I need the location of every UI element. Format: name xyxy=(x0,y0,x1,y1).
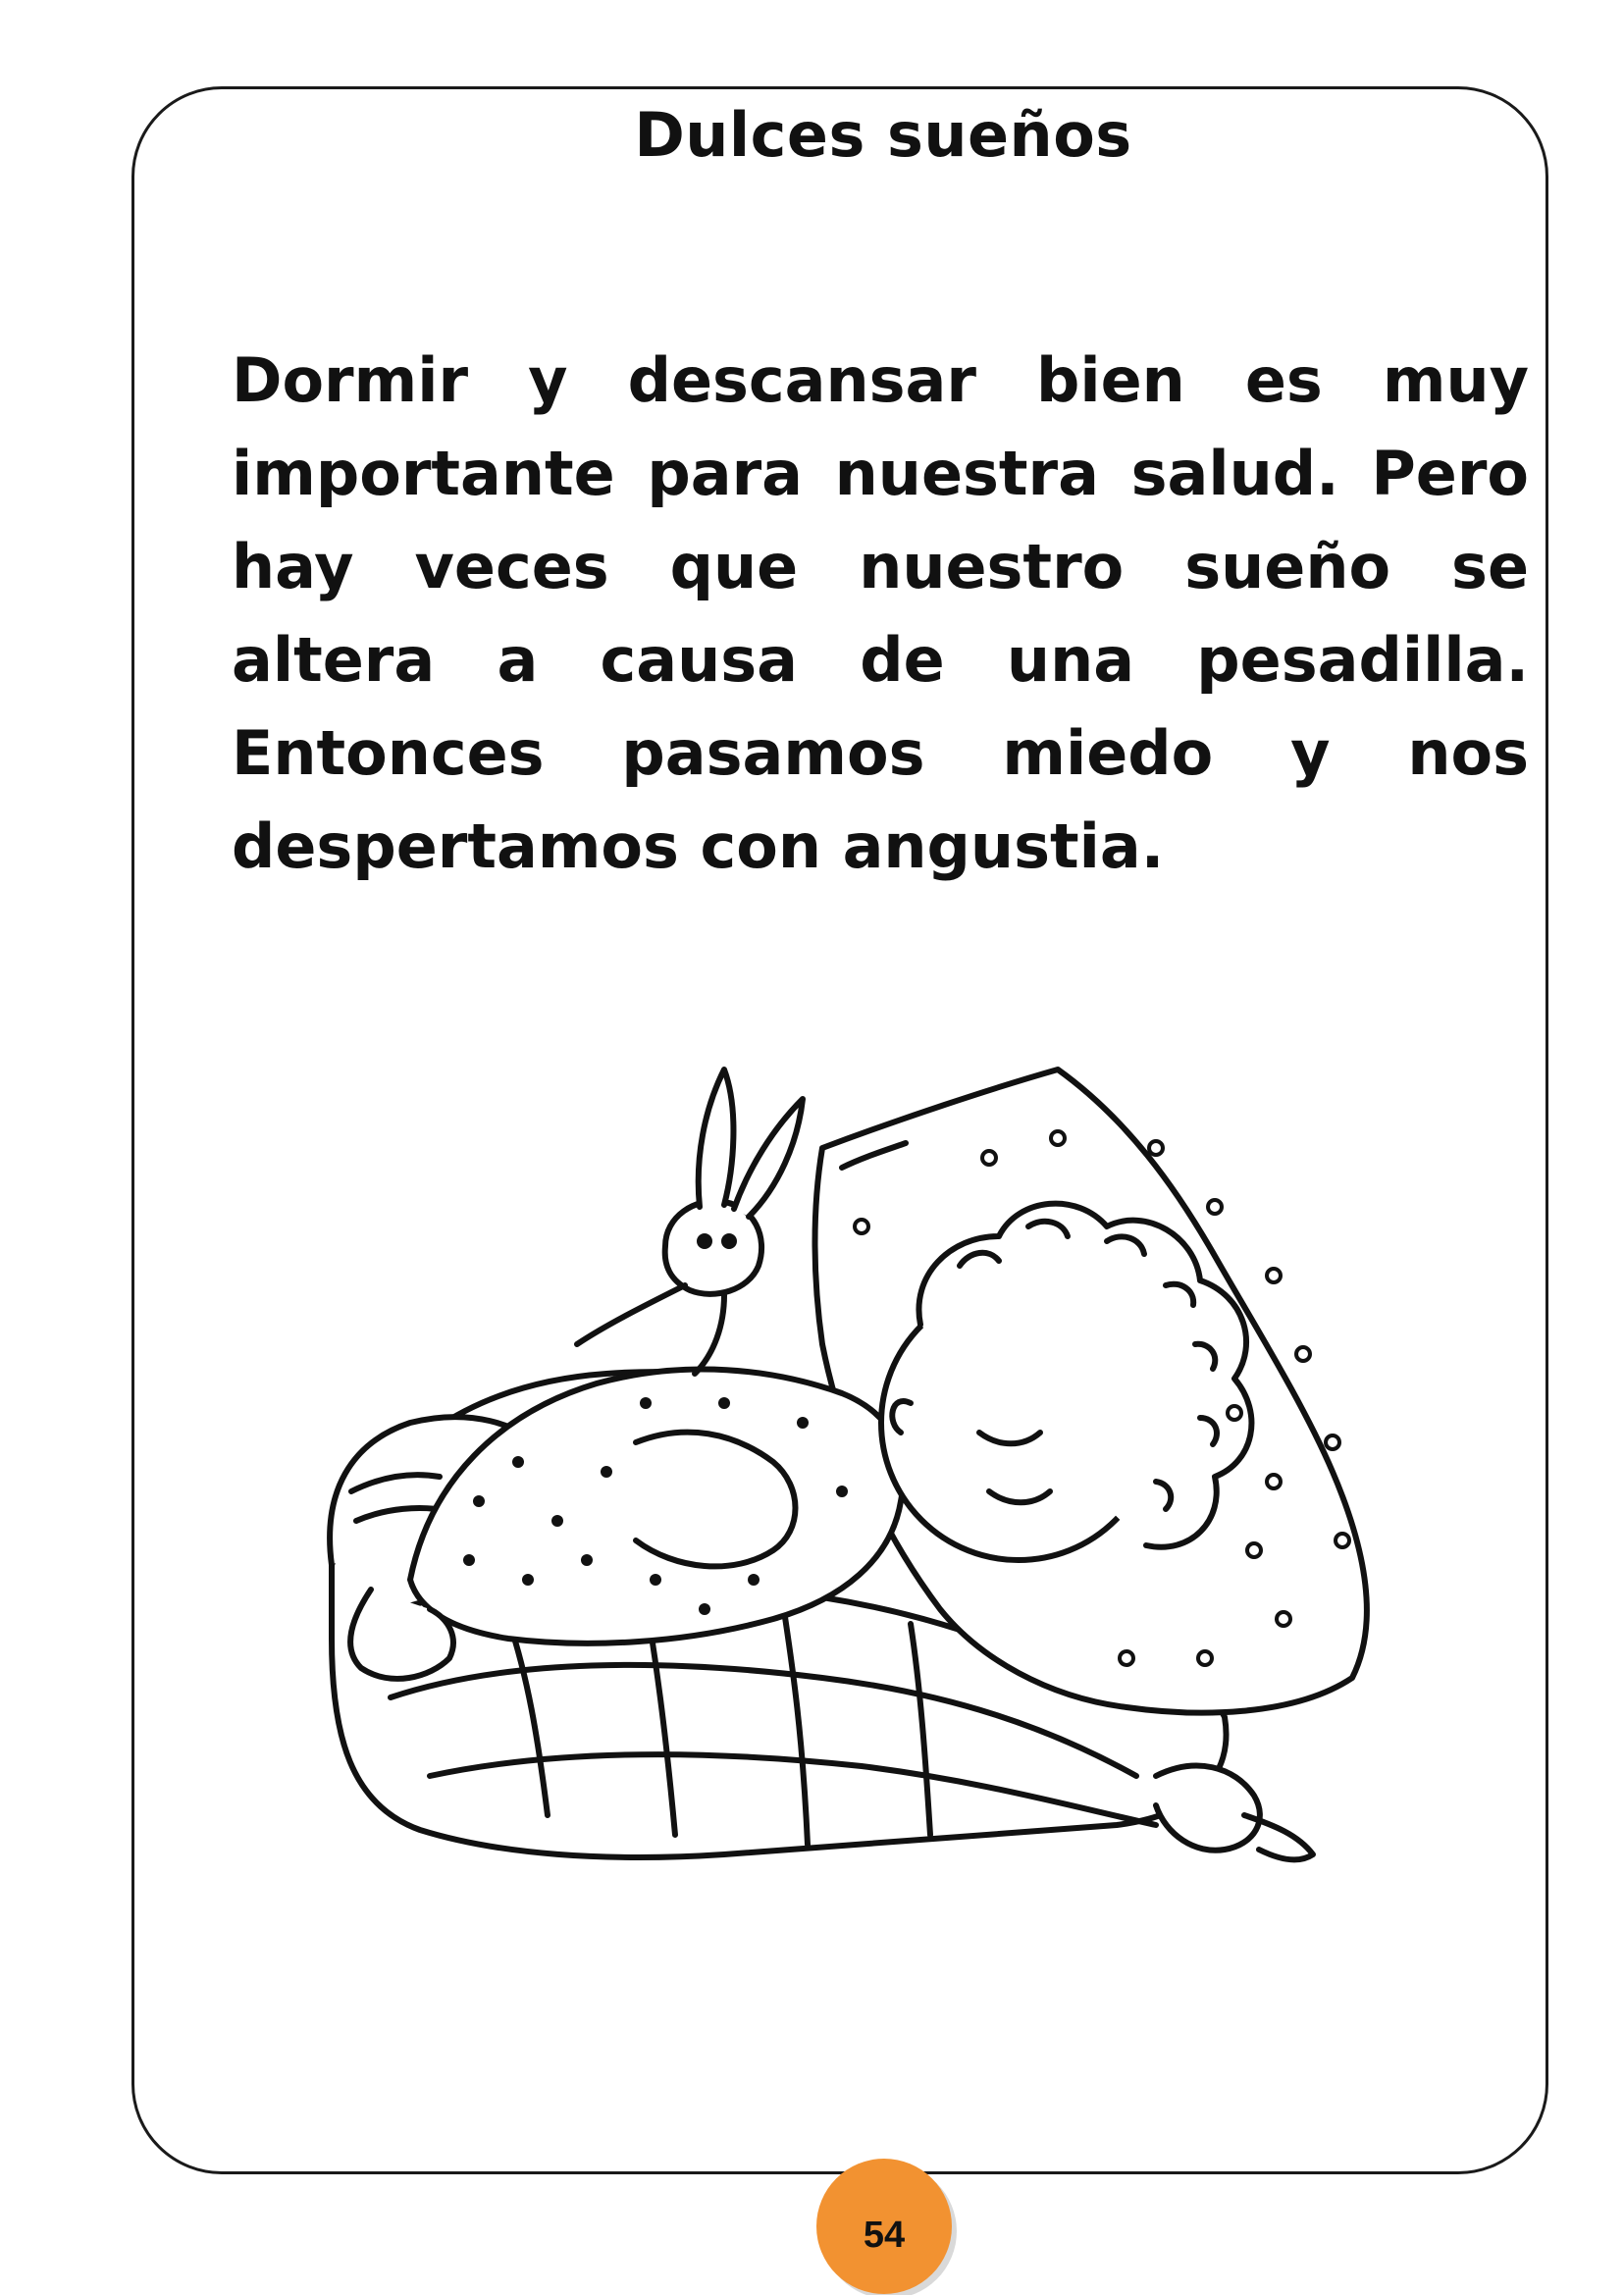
page-number: 54 xyxy=(863,2214,906,2256)
page-title: Dulces sueños xyxy=(634,99,1132,171)
page-number-badge xyxy=(816,2159,952,2294)
sleeping-child-illustration xyxy=(312,1030,1450,1884)
body-paragraph: Dormir y descansar bien es muy importante para nuestra salud. Pero hay veces que nuestro sueño se altera a causa de una pesadilla. Entonces pasamos miedo y nos despertamos con angustia. xyxy=(232,344,1529,882)
